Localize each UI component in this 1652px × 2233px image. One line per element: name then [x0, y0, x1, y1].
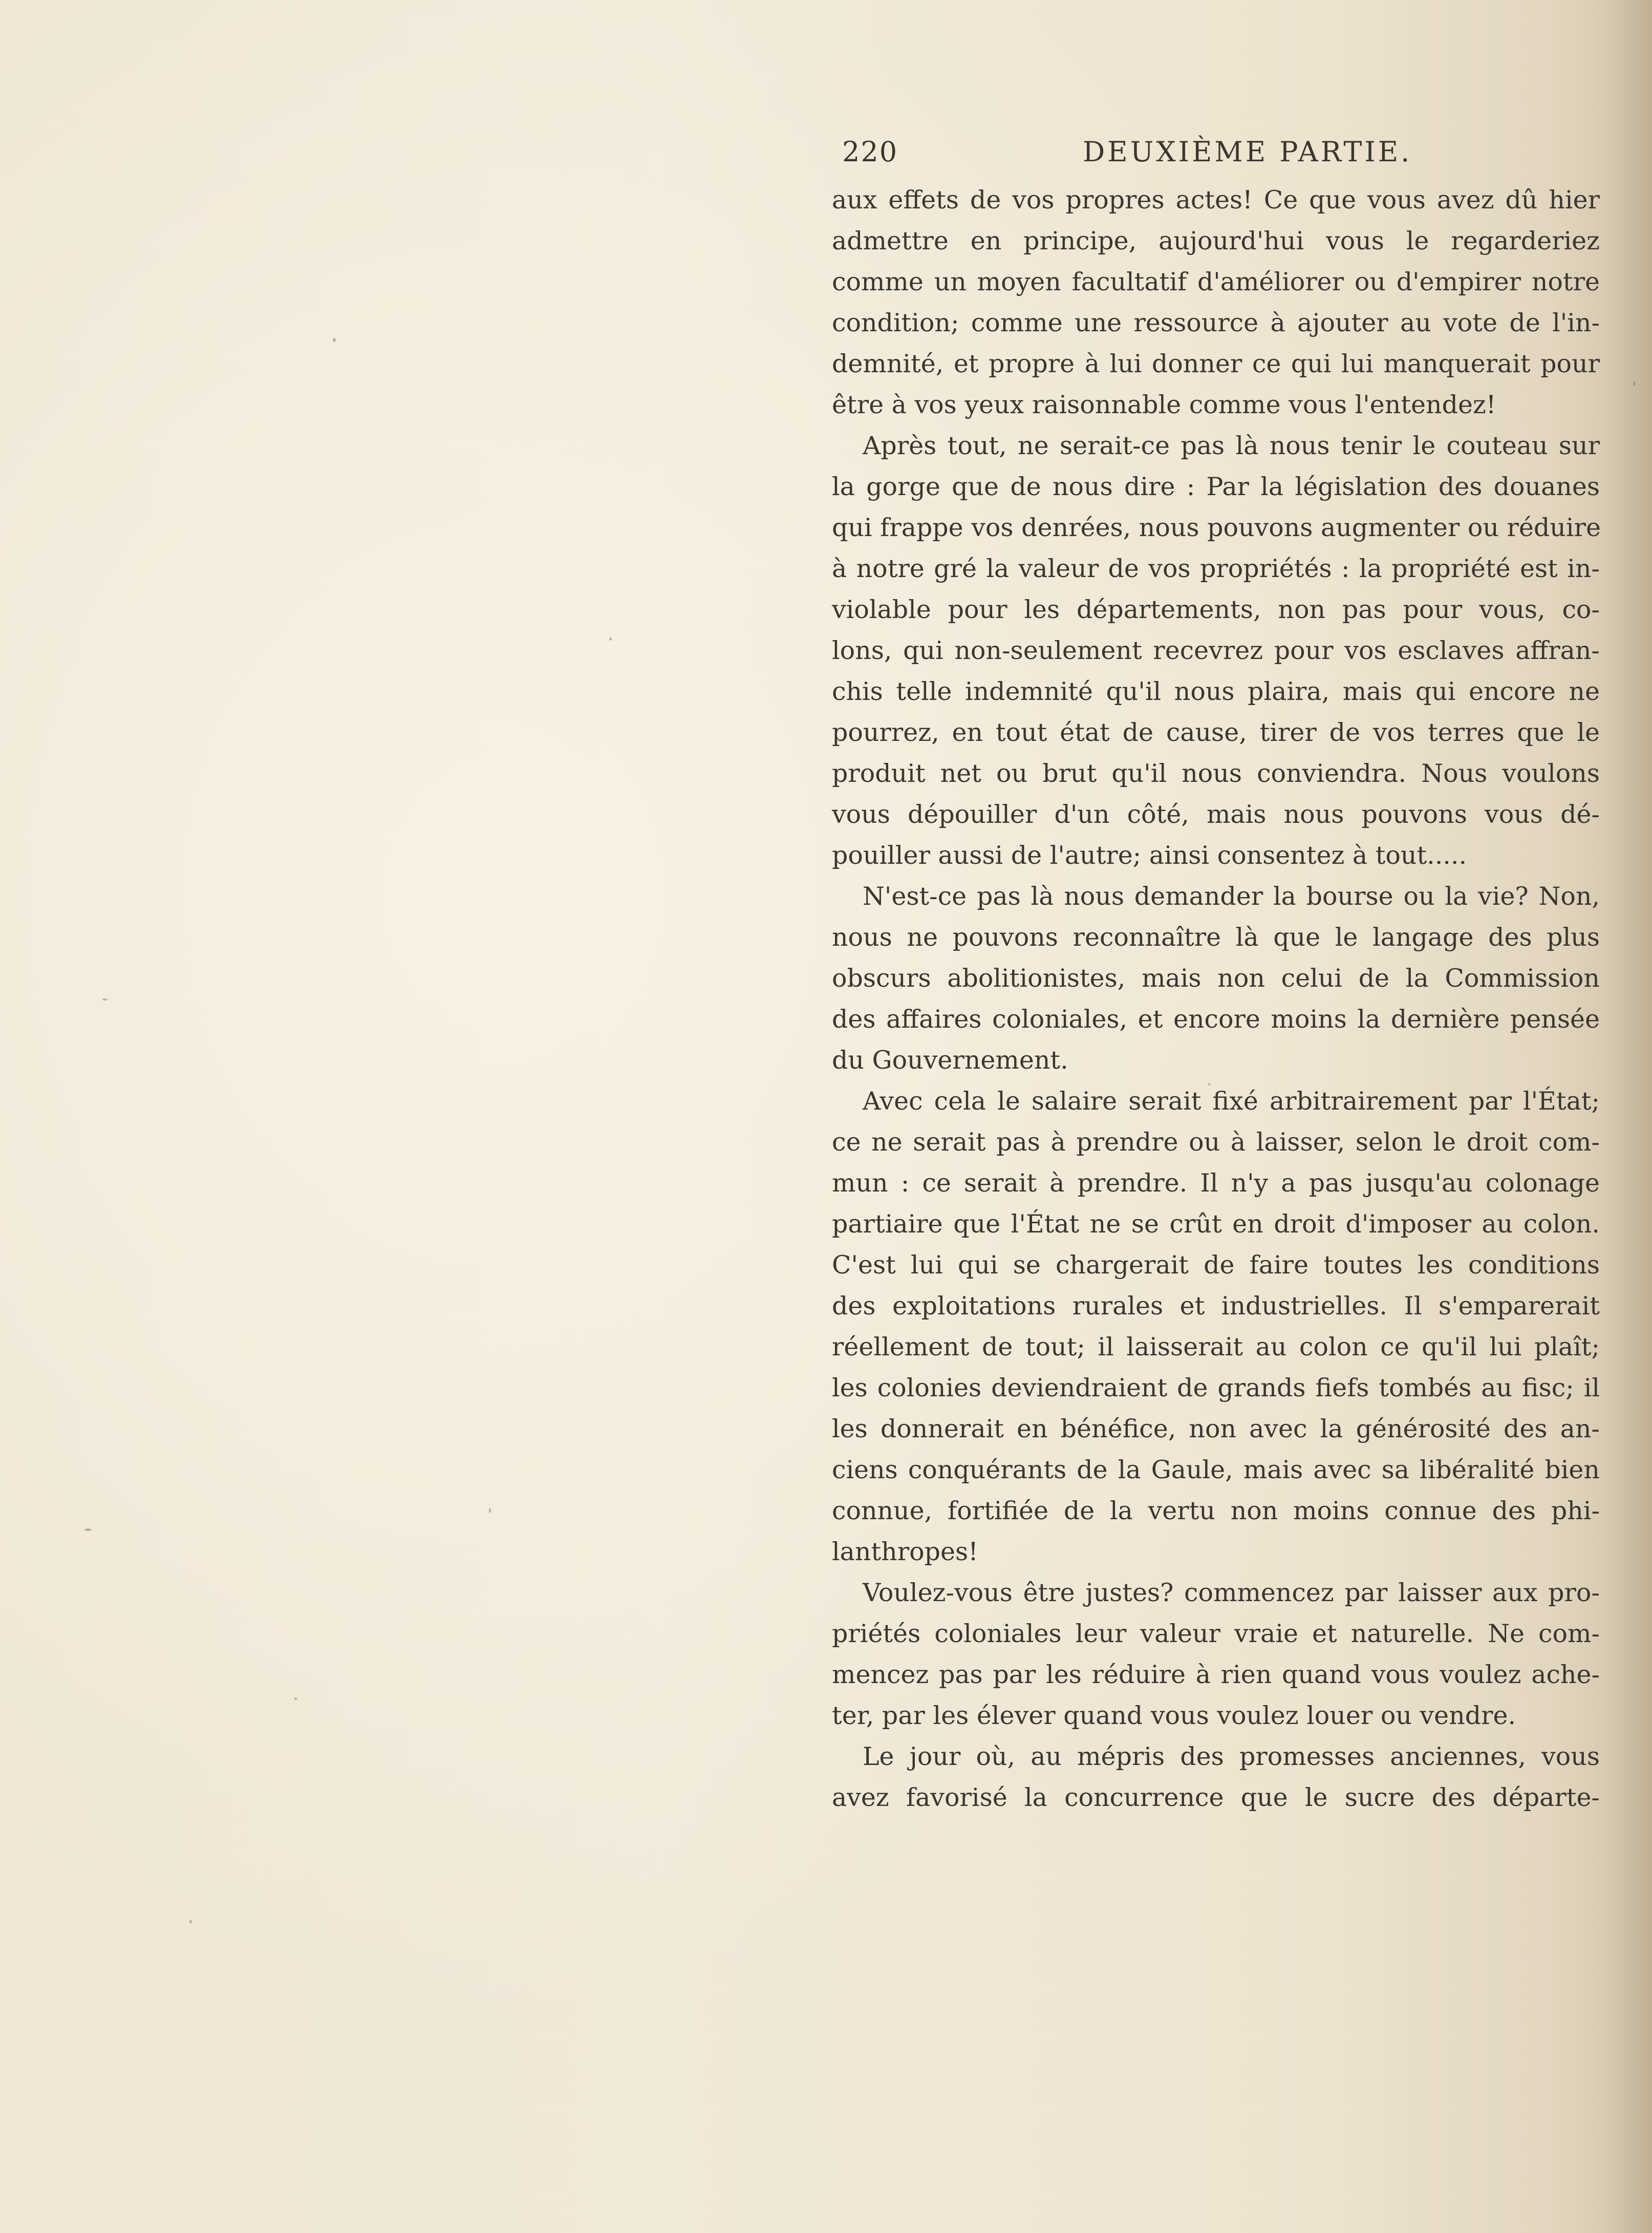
paper-speck	[102, 998, 108, 1001]
text-line: priétés coloniales leur valeur vraie et naturelle. Ne com-	[832, 1619, 1600, 1648]
running-head	[832, 136, 1600, 177]
paragraph	[832, 1572, 1600, 1736]
text-line: demnité, et propre à lui donner ce qui lui manquerait pour	[832, 349, 1600, 378]
text-line: Avec cela le salaire serait fixé arbitrairement par l'État;	[863, 1087, 1600, 1116]
text-line: partiaire que l'État ne se crût en droit d'imposer au colon.	[832, 1209, 1600, 1239]
text-line: des affaires coloniales, et encore moins la dernière pensée	[832, 1005, 1600, 1034]
text-line: admettre en principe, aujourd'hui vous le regarderiez	[832, 226, 1600, 256]
text-line: ter, par les élever quand vous voulez louer ou vendre.	[832, 1701, 1516, 1730]
paper-speck	[1633, 381, 1636, 386]
text-line: mencez pas par les réduire à rien quand vous voulez ache-	[832, 1660, 1600, 1689]
text-line: les donnerait en bénéfice, non avec la générosité des an-	[832, 1414, 1600, 1443]
text-line: produit net ou brut qu'il nous conviendra. Nous voulons	[832, 759, 1600, 788]
paragraph	[832, 426, 1600, 876]
paper-speck	[489, 1508, 491, 1513]
text-line: du Gouvernement.	[832, 1046, 1068, 1075]
paper-speck	[294, 1697, 297, 1700]
text-line: comme un moyen facultatif d'améliorer ou d'empirer notre	[832, 267, 1600, 296]
text-line: à notre gré la valeur de vos propriétés : la propriété est in-	[832, 554, 1600, 583]
paper-speck	[84, 1528, 92, 1531]
text-line: pouiller aussi de l'autre; ainsi consentez à tout.....	[832, 841, 1467, 870]
text-line: ce ne serait pas à prendre ou à laisser, selon le droit com-	[832, 1128, 1600, 1157]
text-line: pourrez, en tout état de cause, tirer de vos terres que le	[832, 718, 1600, 747]
paragraph	[832, 1081, 1600, 1572]
text-line: vous dépouiller d'un côté, mais nous pouvons vous dé-	[832, 800, 1600, 829]
text-line: qui frappe vos denrées, nous pouvons augmenter ou réduire	[832, 513, 1601, 542]
text-line: chis telle indemnité qu'il nous plaira, mais qui encore ne	[832, 677, 1600, 706]
text-line: Après tout, ne serait-ce pas là nous tenir le couteau sur	[863, 431, 1600, 460]
text-line: lons, qui non-seulement recevrez pour vos esclaves affran-	[832, 636, 1600, 665]
text-line: aux effets de vos propres actes! Ce que vous avez dû hier	[832, 185, 1600, 215]
text-line: obscurs abolitionistes, mais non celui de la Commission	[832, 964, 1600, 993]
paragraph	[832, 1736, 1600, 1818]
text-line: N'est-ce pas là nous demander la bourse ou la vie? Non,	[863, 882, 1600, 911]
text-line: Voulez-vous être justes? commencez par laisser aux pro-	[863, 1578, 1600, 1607]
text-line: condition; comme une ressource à ajouter au vote de l'in-	[832, 308, 1600, 337]
paper-speck	[189, 1920, 192, 1923]
text-line: C'est lui qui se chargerait de faire toutes les conditions	[832, 1250, 1600, 1280]
text-line: connue, fortifiée de la vertu non moins connue des phi-	[832, 1496, 1600, 1525]
paper-speck	[609, 637, 612, 641]
text-line: lanthropes!	[832, 1537, 978, 1566]
paragraph	[832, 876, 1600, 1081]
running-title: DEUXIÈME PARTIE.	[1083, 136, 1412, 168]
text-line: les colonies deviendraient de grands fiefs tombés au fisc; il	[832, 1373, 1600, 1402]
page-number: 220	[842, 136, 898, 168]
page-text	[832, 136, 1600, 1818]
text-line: mun : ce serait à prendre. Il n'y a pas jusqu'au colonage	[832, 1168, 1600, 1198]
text-line: Le jour où, au mépris des promesses anciennes, vous	[863, 1742, 1600, 1771]
text-line: violable pour les départements, non pas pour vous, co-	[832, 595, 1600, 624]
text-line: des exploitations rurales et industrielles. Il s'emparerait	[832, 1291, 1600, 1321]
page-edge-shadow	[1606, 0, 1652, 2233]
text-line: avez favorisé la concurrence que le sucre des départe-	[832, 1783, 1600, 1812]
paragraph	[832, 180, 1600, 426]
text-line: la gorge que de nous dire : Par la législation des douanes	[832, 472, 1600, 501]
text-line: nous ne pouvons reconnaître là que le langage des plus	[832, 923, 1600, 952]
text-line: réellement de tout; il laisserait au colon ce qu'il lui plaît;	[832, 1332, 1600, 1362]
text-line: ciens conquérants de la Gaule, mais avec sa libéralité bien	[832, 1455, 1600, 1484]
paper-speck	[333, 338, 336, 342]
text-line: être à vos yeux raisonnable comme vous l'entendez!	[832, 390, 1496, 419]
